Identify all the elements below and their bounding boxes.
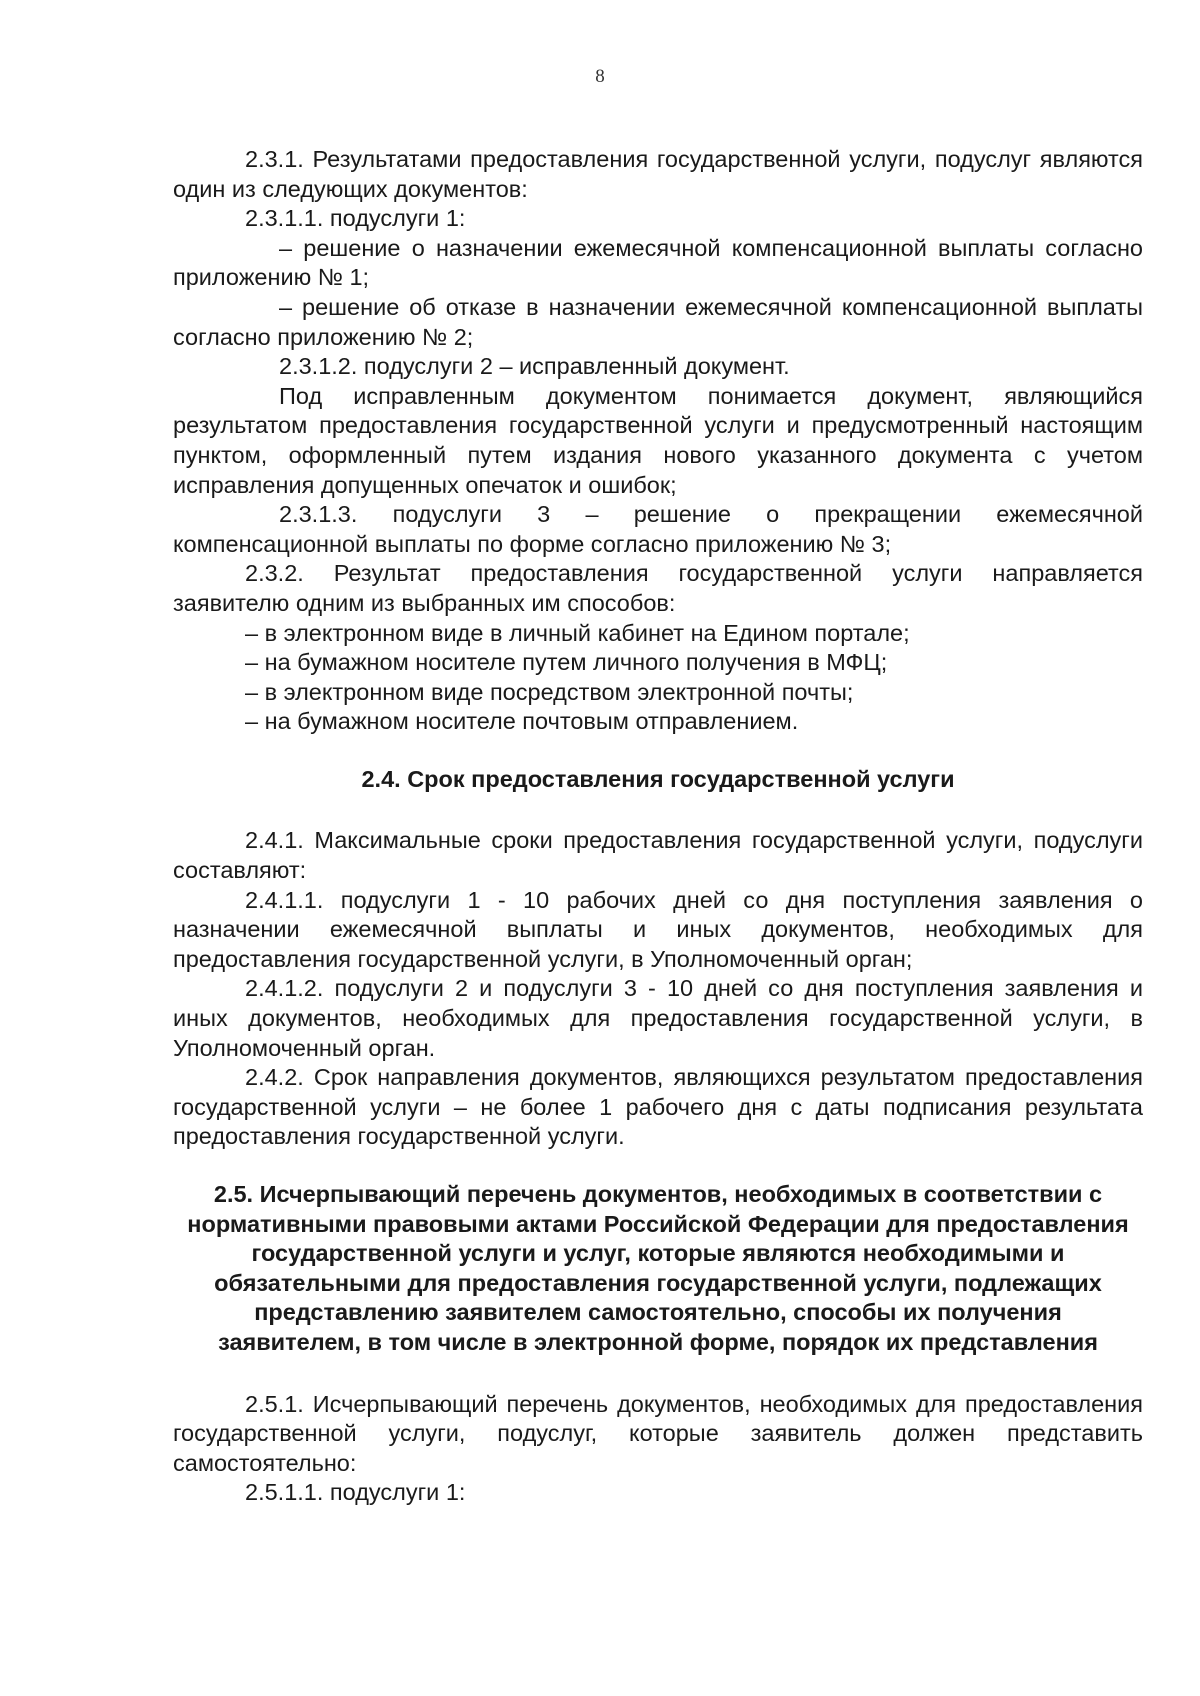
paragraph-2-3-1: 2.3.1. Результатами предоставления государственной услуги, подуслуг являются один из следующих документов: <box>173 146 1143 202</box>
paragraph-2-3-1-1: 2.3.1.1. подуслуги 1: <box>245 205 466 232</box>
paragraph-2-5-1: 2.5.1. Исчерпывающий перечень документов, необходимых для предоставления государственной услуги, подуслуг, которые заявитель должен представить самостоятельно: <box>173 1390 1143 1476</box>
section-heading-2-4: 2.4. Срок предоставления государственной услуги <box>361 765 955 792</box>
paragraph-corrected-document: Под исправленным документом понимается документ, являющийся результатом предоставления государственной услуги и предусмотренный настоящим пунктом, оформленный путем издания нового указанного документа с учетом исправления допущенных опечаток и ошибок; <box>173 382 1143 498</box>
list-item-delivery-method: – в электронном виде в личный кабинет на Едином портале; <box>245 619 910 646</box>
list-item-delivery-method: – в электронном виде посредством электронной почты; <box>245 678 854 705</box>
paragraph-2-4-2: 2.4.2. Срок направления документов, являющихся результатом предоставления государственной услуги – не более 1 рабочего дня с даты подписания результата предоставления государственной услуги. <box>173 1064 1143 1150</box>
page-number: 8 <box>595 66 605 87</box>
section-heading-2-5: 2.5. Исчерпывающий перечень документов, необходимых в соответствии с нормативными правовыми актами Российской Федерации для предоставления государственной услуги и услуг, которые являются необходимыми и обязательными для предоставления государственной услуги, подлежащих представлению заявителем самостоятельно, способы их получения заявителем, в том числе в электронной форме, порядок их представления <box>187 1181 1129 1355</box>
paragraph-2-3-1-2: 2.3.1.2. подуслуги 2 – исправленный документ. <box>279 353 790 380</box>
list-item-delivery-method: – на бумажном носителе путем личного получения в МФЦ; <box>245 649 888 676</box>
list-item-decision-grant: – решение о назначении ежемесячной компенсационной выплаты согласно приложению № 1; <box>173 234 1143 291</box>
paragraph-2-3-2: 2.3.2. Результат предоставления государственной услуги направляется заявителю одним из выбранных им способов: <box>173 560 1143 616</box>
page-content <box>173 145 1143 1508</box>
paragraph-2-5-1-1: 2.5.1.1. подуслуги 1: <box>245 1479 466 1506</box>
paragraph-2-4-1-2: 2.4.1.2. подуслуги 2 и подуслуги 3 - 10 дней со дня поступления заявления и иных документов, необходимых для предоставления государственной услуги, в Уполномоченный орган. <box>173 975 1143 1061</box>
paragraph-2-4-1: 2.4.1. Максимальные сроки предоставления государственной услуги, подуслуги составляют: <box>173 827 1143 884</box>
paragraph-2-4-1-1: 2.4.1.1. подуслуги 1 - 10 рабочих дней со дня поступления заявления о назначении ежемесячной выплаты и иных документов, необходимых для предоставления государственной услуги, в Уполномоченный орган; <box>173 886 1143 972</box>
list-item-delivery-method: – на бумажном носителе почтовым отправлением. <box>245 708 799 735</box>
paragraph-2-3-1-3: 2.3.1.3. подуслуги 3 – решение о прекращении ежемесячной компенсационной выплаты по форме согласно приложению № 3; <box>173 501 1143 557</box>
list-item-decision-refuse: – решение об отказе в назначении ежемесячной компенсационной выплаты согласно приложению № 2; <box>173 293 1143 350</box>
